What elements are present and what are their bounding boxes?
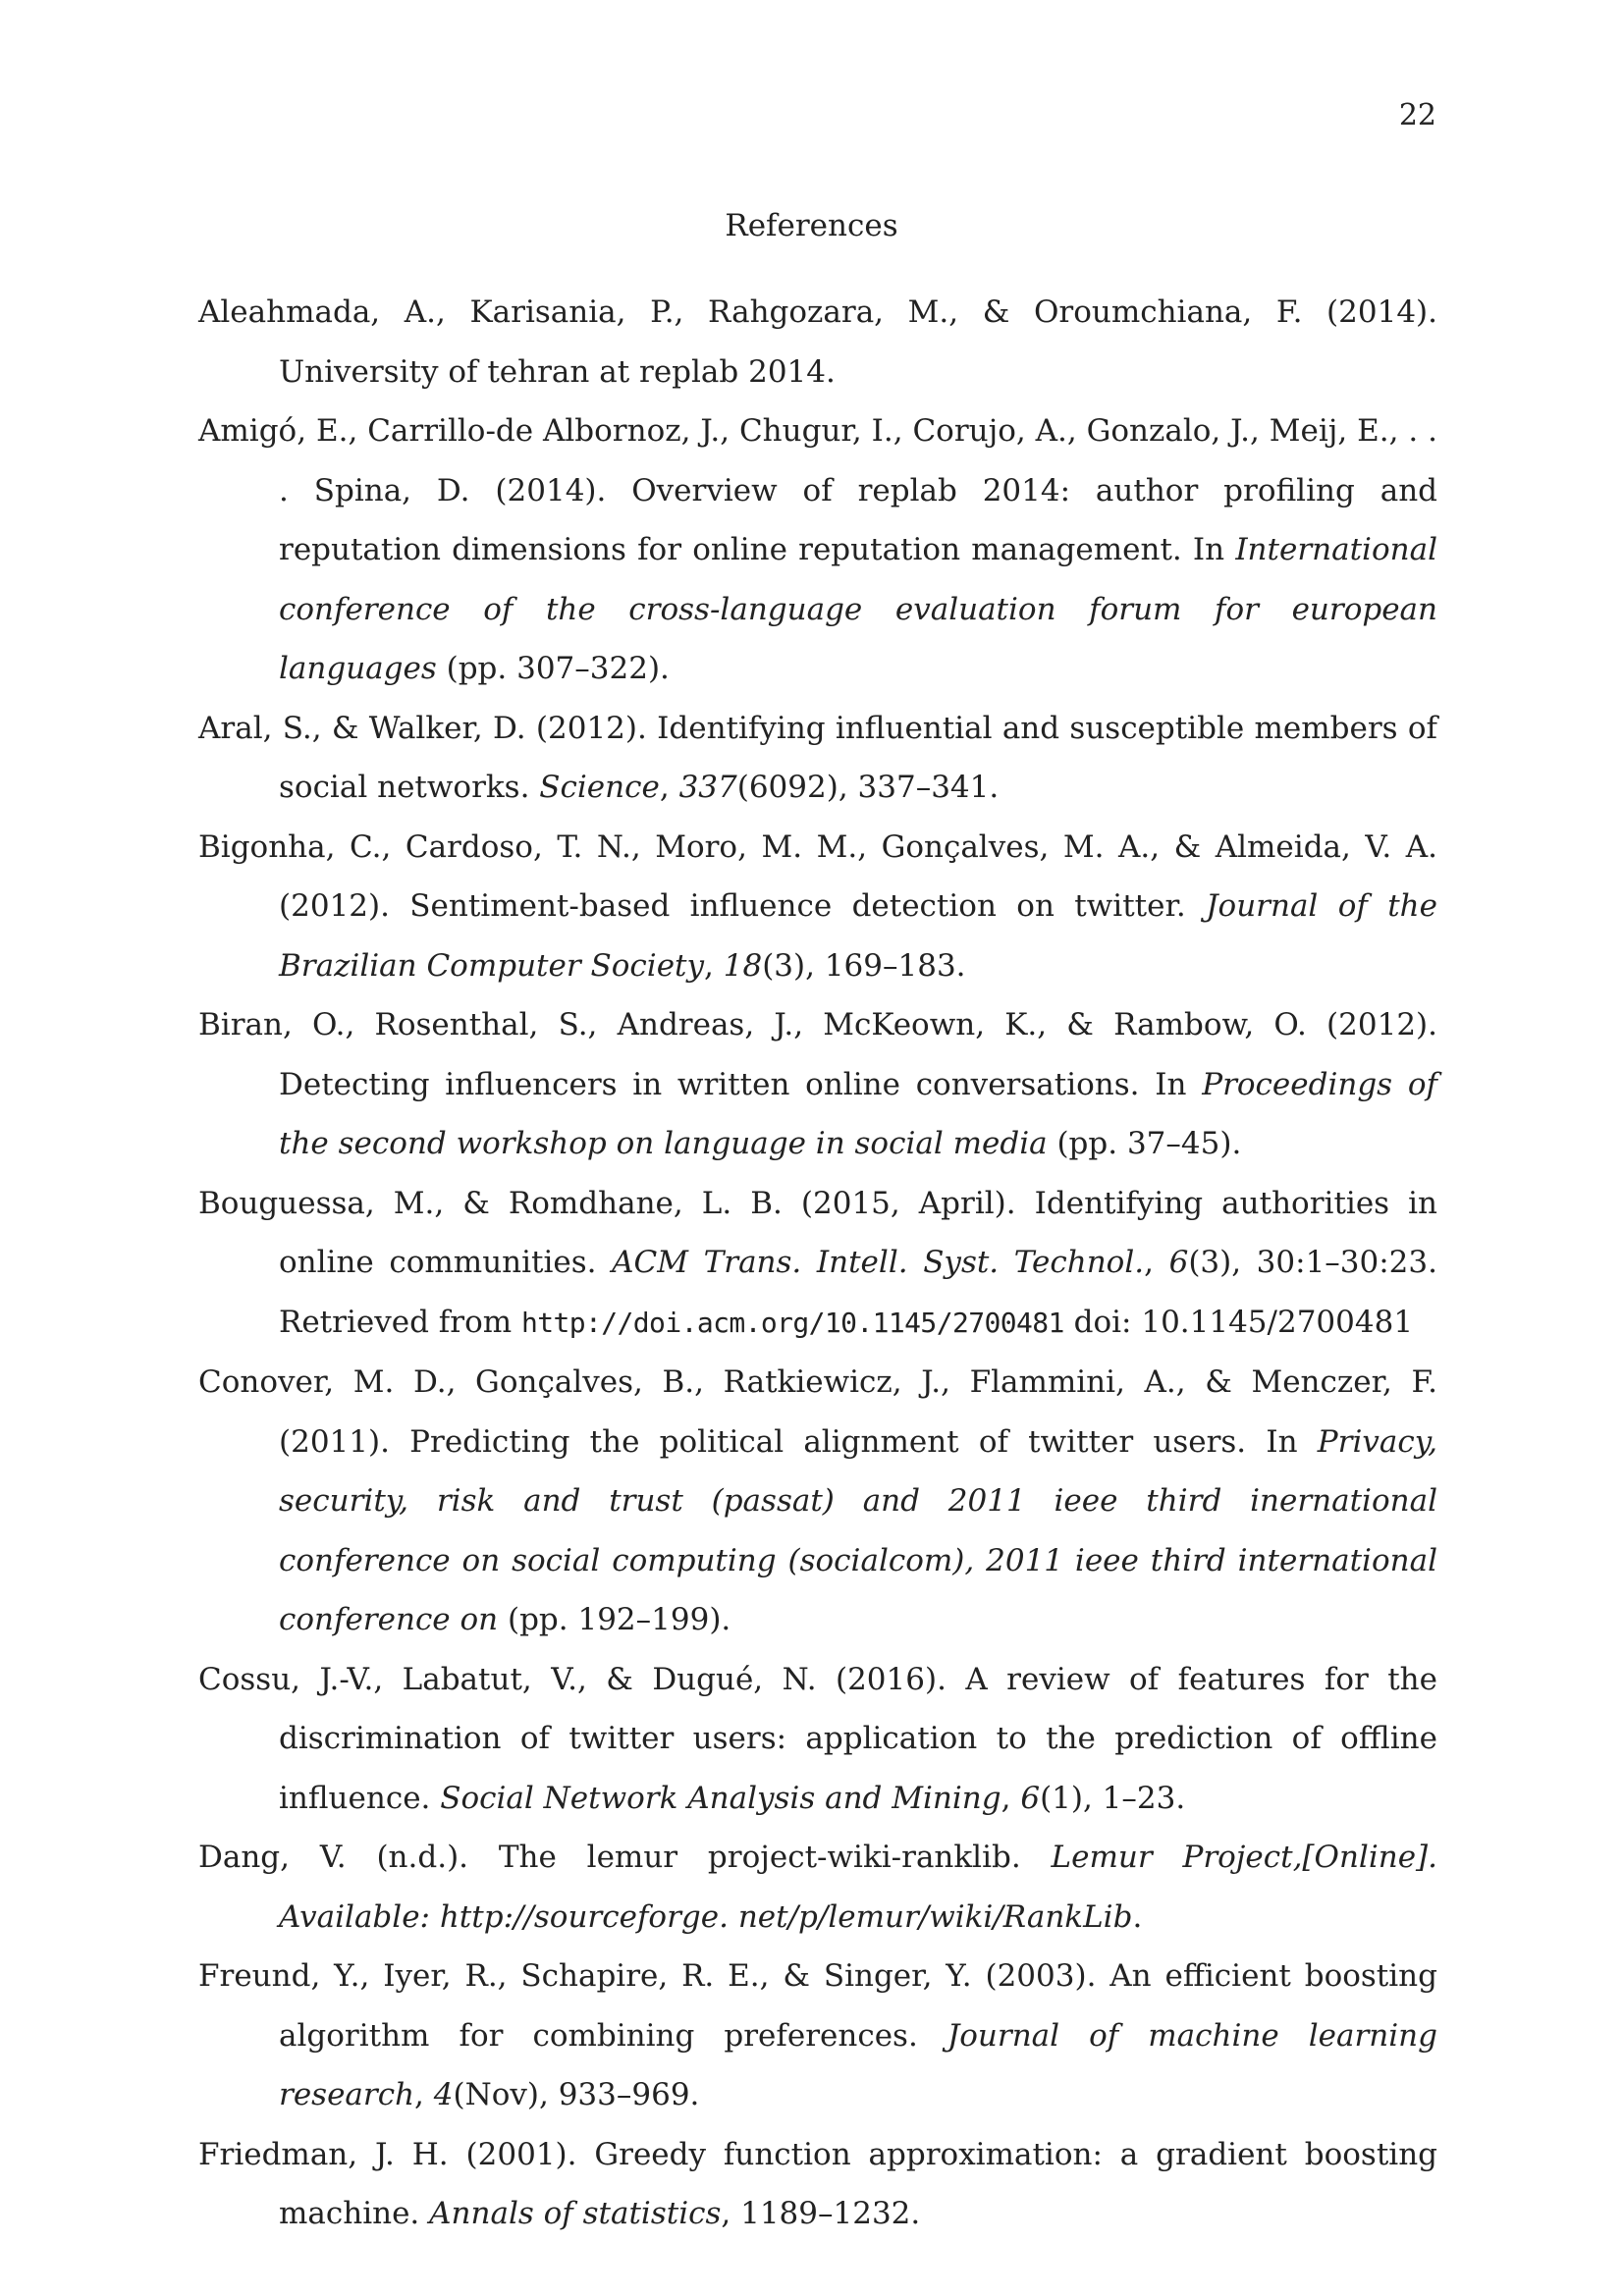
reference-text: (3), 169–183. xyxy=(762,947,966,984)
reference-entry xyxy=(198,1174,1437,1354)
reference-text: (Nov), 933–969. xyxy=(453,2077,700,2112)
reference-text: Aral, S., & Walker, D. (2012). Identifying influential and susceptible members of social networks. xyxy=(198,710,1437,805)
reference-text: Freund, Y., Iyer, R., Schapire, R. E., & Singer, Y. (2003). An efficient boosting algorithm for combining preferences. xyxy=(198,1958,1437,2054)
reference-italic-text: 4 xyxy=(433,2077,454,2112)
reference-italic-text: Social Network Analysis and Mining xyxy=(440,1780,1001,1816)
reference-text: Bouguessa, M., & Romdhane, L. B. (2015, April). Identifying authorities in online communities. xyxy=(198,1185,1437,1280)
reference-entry xyxy=(198,1947,1437,2125)
reference-text: , xyxy=(704,947,724,984)
reference-italic-text: 337 xyxy=(678,770,737,805)
reference-italic-text: ACM Trans. Intell. Syst. Technol. xyxy=(612,1245,1145,1280)
reference-text: (6092), 337–341. xyxy=(736,770,1000,805)
reference-italic-text: International conference of the cross-language evaluation forum for european languages xyxy=(279,532,1437,686)
reference-entry xyxy=(198,995,1437,1174)
reference-text: doi: 10.1145/2700481 xyxy=(1063,1304,1414,1340)
page-number: 22 xyxy=(1398,98,1436,133)
reference-text: Dang, V. (n.d.). The lemur project-wiki-ranklib. xyxy=(198,1840,1052,1875)
reference-entry xyxy=(198,1650,1437,1829)
reference-text: , xyxy=(1144,1245,1169,1280)
reference-text: Cossu, J.-V., Labatut, V., & Dugué, N. (2016). A review of features for the discrimination of twitter users: application to the prediction of offline influence. xyxy=(198,1661,1437,1816)
reference-italic-text: Science xyxy=(539,770,660,805)
reference-text: (1), 1–23. xyxy=(1040,1780,1186,1816)
section-heading: References xyxy=(725,208,898,243)
reference-text: (pp. 307–322). xyxy=(436,651,670,686)
reference-entry xyxy=(198,1353,1437,1650)
reference-text: (pp. 37–45). xyxy=(1047,1126,1242,1161)
reference-text: Friedman, J. H. (2001). Greedy function approximation: a gradient boosting machine. xyxy=(198,2136,1437,2231)
reference-italic-text: Annals of statistics xyxy=(429,2196,722,2231)
reference-italic-text: 6 xyxy=(1020,1780,1041,1816)
reference-text: (pp. 192–199). xyxy=(498,1602,731,1637)
reference-italic-text: Proceedings of the second workshop on language in social media xyxy=(279,1066,1437,1161)
reference-text: , xyxy=(1001,1780,1021,1816)
reference-text: . xyxy=(1132,1898,1143,1935)
reference-text: Biran, O., Rosenthal, S., Andreas, J., McKeown, K., & Rambow, O. (2012). Detecting influencers in written online conversations. In xyxy=(198,1007,1437,1102)
reference-italic-text: Journal of the Brazilian Computer Society xyxy=(279,888,1437,984)
reference-italic-text: Privacy, security, risk and trust (passat) and 2011 ieee third inernational conference on social computing (socialcom), 2011 ieee third international conference on xyxy=(279,1423,1437,1637)
reference-italic-text: Lemur Project,[Online]. Available: http://sourceforge. net/p/lemur/wiki/RankLib xyxy=(279,1840,1437,1935)
reference-entry xyxy=(198,2125,1437,2244)
reference-text: Aleahmada, A., Karisania, P., Rahgozara, M., & Oroumchiana, F. (2014). University of tehran at replab 2014. xyxy=(198,294,1437,390)
reference-text: Bigonha, C., Cardoso, T. N., Moro, M. M., Gonçalves, M. A., & Almeida, V. A. (2012). Sentiment-based influence detection on twitter. xyxy=(198,828,1437,924)
reference-text: Amigó, E., Carrillo-de Albornoz, J., Chugur, I., Corujo, A., Gonzalo, J., Meij, E., . . . Spina, D. (2014). Overview of replab 2014: author profiling and reputation dimensions for online reputation management. In xyxy=(198,413,1437,567)
reference-entry xyxy=(198,699,1437,818)
reference-entry xyxy=(198,818,1437,996)
reference-list xyxy=(198,283,1437,2244)
reference-text: (3), 30:1–30:23. Retrieved from xyxy=(279,1245,1437,1340)
reference-text: , 1189–1232. xyxy=(721,2196,921,2231)
reference-italic-text: 6 xyxy=(1168,1245,1189,1280)
reference-text: Conover, M. D., Gonçalves, B., Ratkiewicz, J., Flammini, A., & Menczer, F. (2011). Predicting the political alignment of twitter users. In xyxy=(198,1364,1437,1460)
reference-text: , xyxy=(414,2077,434,2112)
reference-entry xyxy=(198,283,1437,401)
reference-url[interactable]: http://doi.acm.org/10.1145/2700481 xyxy=(521,1306,1064,1339)
reference-italic-text: 18 xyxy=(723,947,763,984)
reference-text: , xyxy=(659,770,679,805)
reference-entry xyxy=(198,1828,1437,1947)
reference-entry xyxy=(198,401,1437,699)
reference-italic-text: Journal of machine learning research xyxy=(279,2017,1437,2112)
